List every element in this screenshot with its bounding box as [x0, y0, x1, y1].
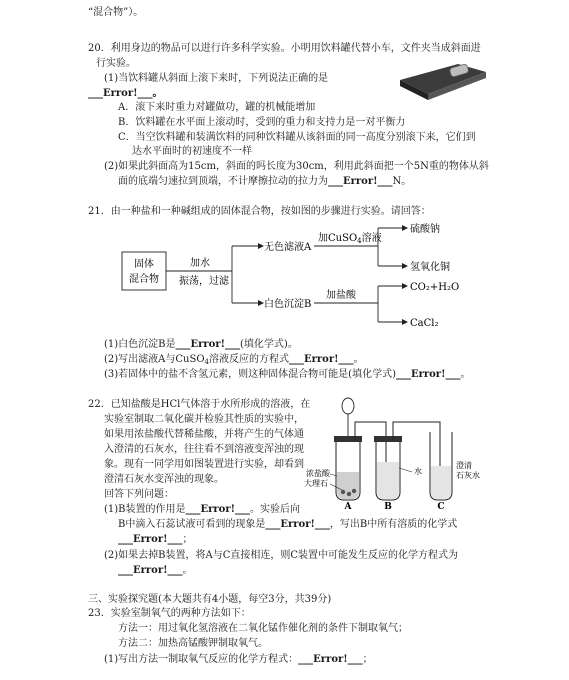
- q22-line3: 如果用浓盐酸代替稀盐酸，并将产生的气体通: [104, 429, 304, 440]
- q21-a3-suffix: 。: [460, 369, 471, 380]
- box-label-line2: 混合物: [129, 274, 159, 285]
- q21-a1-text: (1)白色沉淀B是: [104, 339, 176, 350]
- q22-part2-line2: [118, 564, 193, 577]
- q22-p1b-error: ___Error!___: [265, 519, 330, 530]
- q22-line5: 象。现有一同学用如图装置进行实验，却看到: [104, 459, 304, 470]
- q20-stem-line2: 行实验。: [96, 58, 136, 69]
- q22-p1-error: ___Error!___: [185, 504, 251, 515]
- q21-a3-text: (3)若固体中的盐不含氢元素，则这种固体混合物可能是(填化学式): [104, 369, 396, 380]
- q20-part2-line2: [118, 175, 411, 188]
- tag-c: C: [437, 502, 445, 512]
- q22-p1c-suffix: ；: [182, 534, 193, 545]
- q20-option-b: B．饮料罐在水平面上滚动时，受到的重力和支持力是一对平衡力: [118, 117, 406, 128]
- q21-stem: 21．由一种盐和一种碱组成的固体混合物，按如图的步骤进行实验。请回答：: [88, 206, 431, 217]
- label-water: 水: [414, 467, 422, 476]
- q23-part1: [104, 653, 373, 666]
- q21-answer2: [104, 353, 364, 369]
- limewater-liquid: [431, 466, 451, 499]
- q23-p1-text: (1)写出方法一制取氧气反应的化学方程式：: [104, 654, 299, 665]
- product-cacl2: CaCl₂: [410, 318, 439, 329]
- q23-method2: 方法二：加热高锰酸钾制取氧气。: [118, 638, 268, 649]
- product-sodium-sulfate: 硫酸钠: [410, 224, 440, 235]
- arrowhead: [402, 263, 408, 269]
- arrowhead: [402, 283, 408, 289]
- q22-part2-line1: (2)如果去掉B装置，将A与C直接相连，则C装置中可能发生反应的化学方程式为: [104, 550, 459, 561]
- q21-flow-diagram: [118, 222, 458, 330]
- section3-heading: 三、实验探究题(本大题共有4小题，每空3分，共39分): [88, 594, 332, 605]
- label-limewater-2: 石灰水: [456, 471, 480, 480]
- q22-p2-suffix: 。: [182, 565, 193, 576]
- q21-answer1: [104, 338, 298, 351]
- tag-b: B: [384, 502, 392, 512]
- q23-p1-error: ___Error!___: [298, 654, 363, 665]
- q22-p1b-suffix: ，写出B中所有溶质的化学式: [329, 519, 458, 530]
- q22-p1-suffix: 。实验后向: [250, 504, 301, 515]
- q23-method1: 方法一：用过氧化氢溶液在二氧化锰作催化剂的条件下制取氧气；: [118, 623, 408, 634]
- box-label-line1: 固体: [134, 259, 154, 270]
- q20-part2-unit: N。: [392, 176, 412, 187]
- precipitate-b-label: 白色沉淀B: [264, 299, 312, 310]
- water-liquid: [377, 462, 399, 499]
- q20-blank1: ___Error!___。: [88, 88, 163, 99]
- q22-apparatus-figure: [304, 392, 482, 512]
- q20-option-c-line1: C．当空饮料罐和装满饮料的同种饮料罐从该斜面的同一高度分别滚下来，它们到: [118, 132, 476, 143]
- label-marble: 大理石: [304, 479, 328, 488]
- q22-p2-error: ___Error!___: [118, 565, 183, 576]
- q21-a2-mid: 溶液反应的方程式: [209, 354, 289, 365]
- q21-a2-subscript: 4: [204, 358, 209, 366]
- stopper-b: [374, 436, 402, 442]
- hcl-reagent-label: 加盐酸: [326, 290, 356, 301]
- q21-answer3: [104, 368, 470, 381]
- q20-part1: (1)当饮料罐从斜面上滚下来时，下列说法正确的是: [104, 73, 329, 84]
- q21-a2-error: ___Error!___: [289, 354, 354, 365]
- q20-part2-text: 面的底端匀速拉到顶端，不计摩擦拉动的拉力为: [118, 176, 328, 187]
- q23-p1-suffix: ；: [362, 654, 373, 665]
- q20-option-a: A．滚下来时重力对罐做功，罐的机械能增加: [118, 102, 316, 113]
- cuso4-reagent-label: 加CuSO$_4$溶液: [318, 233, 382, 245]
- label-conc-hcl: 浓盐酸: [306, 469, 330, 478]
- label-limewater-1: 澄清: [456, 461, 472, 470]
- q21-a2-text: (2)写出滤液A与CuSO: [104, 354, 205, 365]
- arrowhead: [402, 319, 408, 325]
- filtrate-a-label: 无色滤液A: [264, 242, 312, 253]
- q21-a3-error: ___Error!___: [395, 369, 461, 380]
- q23-stem: 23．实验室制氧气的两种方法如下：: [88, 608, 251, 619]
- q20-part2-line1: (2)如果此斜面高为15cm，斜面的吗长度为30cm，利用此斜面把一个5N重的物体从斜: [104, 161, 489, 172]
- q22-p1c-error: ___Error!___: [118, 534, 183, 545]
- q22-p1-text: (1)B装置的作用是: [104, 504, 186, 515]
- q20-part2-error: ___Error!___: [328, 176, 393, 187]
- q22-line4: 入澄清的石灰水，往往看不到溶液变浑浊的现: [104, 444, 304, 455]
- q22-line7: 回答下列问题：: [104, 489, 174, 500]
- q21-a1-error: ___Error!___: [175, 339, 241, 350]
- q22-line6: 澄清石灰水变浑浊的现象。: [104, 474, 224, 485]
- text-line: “混合物”）。: [88, 7, 144, 18]
- funnel-bulb: [342, 398, 354, 414]
- product-copper-hydroxide: 氢氧化铜: [410, 262, 450, 273]
- incline-figure: [398, 58, 490, 104]
- arrowhead: [402, 225, 408, 231]
- step1-bottom-label: 振荡，过滤: [179, 276, 229, 287]
- q22-line1: 22．已知盐酸是HCl气体溶于水所形成的溶液，在: [88, 399, 311, 410]
- q20-stem-line1: 20．利用身边的物品可以进行许多科学实验。小明用饮料罐代替小车，文件夹当成斜面进: [88, 43, 481, 54]
- q22-part1-line1: [104, 503, 300, 516]
- step1-top-label: 加水: [190, 258, 210, 269]
- q22-line2: 实验室制取二氧化碳并检验其性质的实验中，: [104, 414, 304, 425]
- q22-part1-line2: [118, 518, 457, 531]
- q22-part1-line3: [118, 533, 193, 546]
- q20-option-c-line2: 达水平面时的初速度不一样: [132, 146, 252, 157]
- product-co2-h2o: CO₂+H₂O: [410, 282, 460, 293]
- tag-a: A: [344, 502, 352, 512]
- q21-a2-suffix: 。: [353, 354, 364, 365]
- stopper-a: [334, 436, 362, 442]
- q21-a1-suffix: (填化学式)。: [240, 339, 298, 350]
- q22-p1b-text: B中滴入石蕊试液可看到的现象是: [118, 519, 266, 530]
